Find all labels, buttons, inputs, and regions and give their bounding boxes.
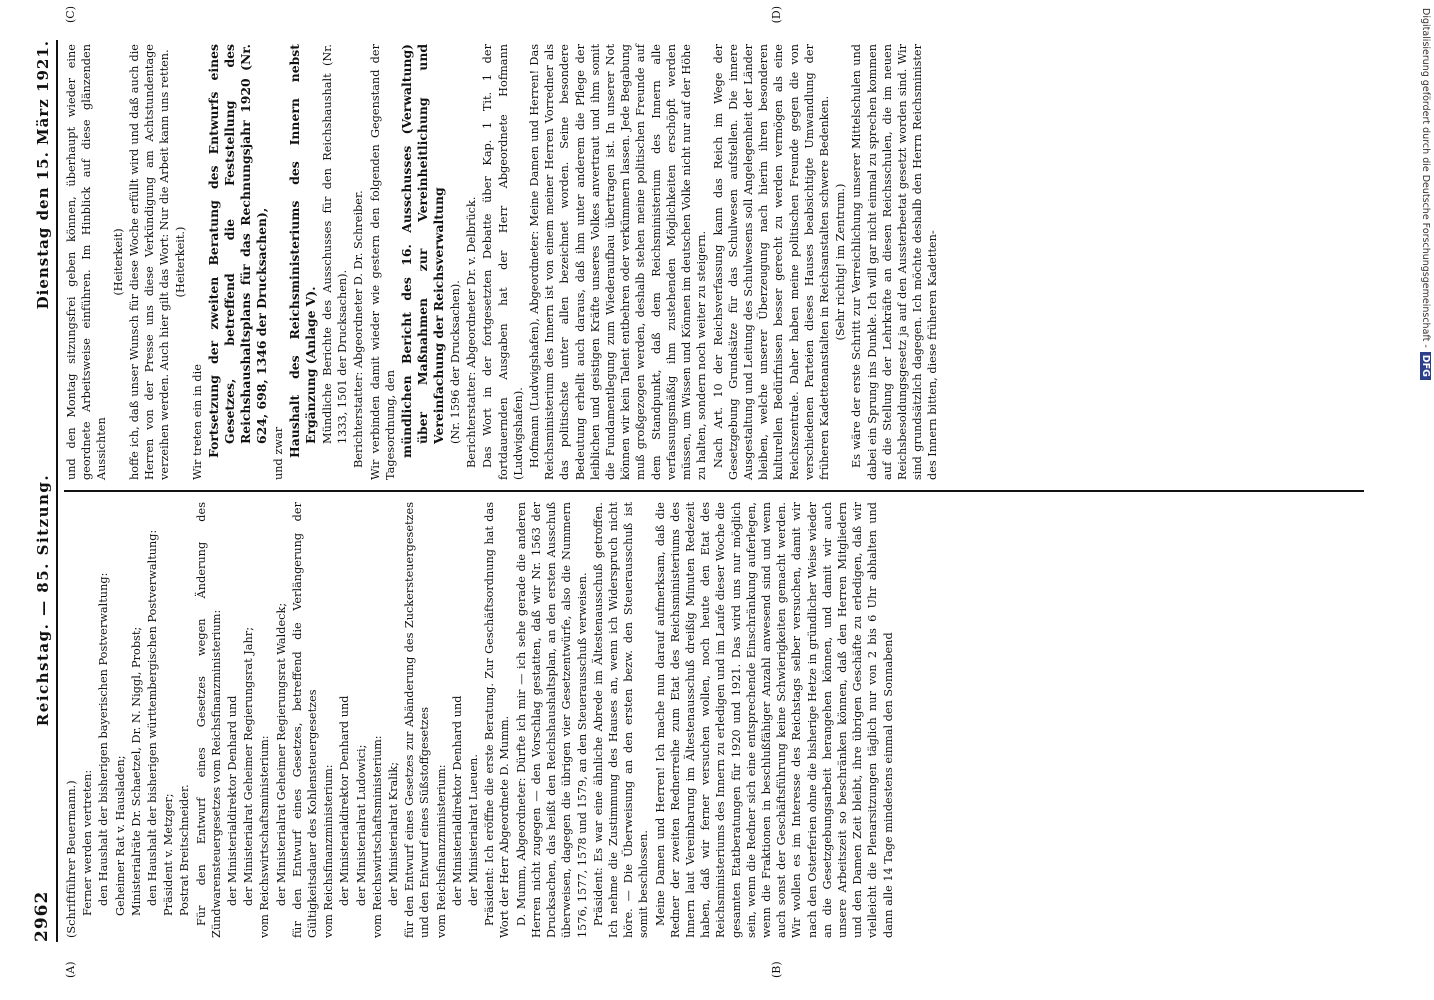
paragraph: (Schriftführer Beuermann.) <box>65 780 78 938</box>
paragraph: Präsident v. Metzger; <box>162 793 176 916</box>
paragraph: (Heiterkeit) <box>111 228 125 296</box>
digitization-credit <box>1418 0 1432 1000</box>
paragraph: (Heiterkeit.) <box>174 226 188 298</box>
paragraph: hoffe ich, daß unser Wunsch für diese Woche erfüllt wird und daß auch die Herren von der Presse uns diese Verkündigung am Achtstundentage verzeihen werden. Auch hier gilt das Wort: Nur die Arbeit kann uns retten. <box>127 44 172 480</box>
paragraph: der Ministerialrat Ludowici; <box>354 744 368 906</box>
paragraph: den Haushalt der bisherigen württembergischen Postverwaltung: <box>146 529 160 906</box>
paragraph: Für den Entwurf eines Gesetzes wegen Änderung des Zündwarensteuergesetzes vom Reichsfinanzministerium: <box>194 502 223 938</box>
paragraph: Berichterstatter: Abgeordneter D. Dr. Schreiber. <box>352 190 366 468</box>
paragraph: Präsident: Es war eine ähnliche Abrede im Ältestenausschuß getroffen. Ich nehme die Zustimmung des Hauses an, wenn ich Widerspruch nicht höre. — Die Überweisung an den ersten bezw. den Steuerausschuß ist somit beschlossen. <box>591 502 651 938</box>
paragraph: (Nr. 1596 der Drucksachen). <box>449 280 463 444</box>
paragraph: Berichterstatter: Abgeordneter Dr. v. Delbrück. <box>465 196 479 468</box>
paragraph: Nach Art. 10 der Reichsverfassung kann das Reich im Wege der Gesetzgebung Grundsätze für das Schulwesen aufstellen. Die innere Ausgestaltung und Leitung des Schulwesens soll Angelegenheit der Länder bleiben, welche unserer Überzeugung nach hierin ihren besonderen kulturellen Bedürfnissen besser gerecht zu werden vermögen als eine Reichszentrale. Daher haben meine politischen Freunde gegen die von verschiedenen Parteien dieses Hauses beabsichtigte Umwandlung der früheren Kadettenanstalten in Reichsanstalten schwere Bedenken. <box>711 44 831 480</box>
paragraph: Wir treten ein in die <box>190 364 204 480</box>
paragraph: Ministerialräte Dr. Schaetzel, Dr. N. Niggl, Probst; <box>129 626 143 916</box>
paragraph: und zwar <box>271 426 285 480</box>
page-number: 2962 <box>32 890 52 942</box>
paragraph: den Haushalt der bisherigen bayerischen Postverwaltung: <box>97 572 111 906</box>
paragraph: Meine Damen und Herren! Ich mache nun darauf aufmerksam, daß die Redner der zweiten Rednerreihe zum Etat des Reichsministeriums des Innern laut Vereinbarung im Ältestenausschuß dreißig Minuten Redezeit haben, daß wir ferner versuchen wollen, noch heute den Etat des Reichsministeriums des Innern zu erledigen und im Laufe dieser Woche die gesamten Etatberatungen für 1920 und 1921. Das wird uns nur möglich sein, wenn die Redner sich eine entsprechende Einschränkung auferlegen, wenn die Fraktionen in beschlußfähiger Anzahl anwesend sind und wenn auch sonst der Geschäftsführung keine Schwierigkeiten gemacht werden. Wir wollen es im Interesse des Reichstags selber versuchen, damit wir nach den Osterferien ohne die bisherige Hetze in gründlicher Weise wieder an die Gesetzgebungsarbeit herangehen können, und damit wir auch unsere Arbeitszeit so beschränken können, daß den Herren Mitgliedern und den Damen Zeit bleibt, ihre übrigen Geschäfte zu erledigen, daß wir vielleicht die Plenarsitzungen täglich nur von 2 bis 6 Uhr abhalten und dann alle 14 Tage mindestens einmal den Sonnabend <box>653 502 895 938</box>
paragraph: Haushalt des Reichsministeriums des Innern nebst Ergänzung (Anlage V). <box>287 44 319 458</box>
paragraph: Geheimer Rat v. Hausladen; <box>113 755 127 916</box>
paragraph: mündlichen Bericht des 16. Ausschusses (Verwaltung) über Maßnahmen zur Vereinheitlichung und Vereinfachung der Reichsverwaltung <box>399 44 447 458</box>
margin-mark-c: (C) <box>64 6 77 23</box>
text-columns <box>64 40 1364 942</box>
paragraph: Postrat Breitschneider. <box>178 784 192 916</box>
paragraph: vom Reichswirtschaftsministerium: <box>258 735 272 938</box>
paragraph: für den Entwurf eines Gesetzes zur Abänderung des Zuckersteuergesetzes und den Entwurf eines Süßstoffgesetzes <box>403 502 432 938</box>
paragraph: Präsident: Ich eröffne die erste Beratung. Zur Geschäftsordnung hat das Wort der Herr Abgeordnete D. Mumm. <box>483 502 512 938</box>
paragraph: Mündliche Berichte des Ausschusses für den Reichshaushalt (Nr. 1333, 1501 der Drucksachen). <box>321 44 350 444</box>
paragraph: der Ministerialdirektor Denhard und <box>226 695 240 906</box>
right-column <box>64 40 1364 490</box>
page-title: Reichstag. — 85. Sitzung. <box>34 473 52 727</box>
margin-mark-d: (D) <box>770 6 783 24</box>
paragraph: Das Wort in der fortgesetzten Debatte über Kap. 1 Tit. 1 der fortdauernden Ausgaben hat der Herr Abgeordnete Hofmann (Ludwigshafen). <box>481 44 525 480</box>
paragraph: der Ministerialrat Geheimer Regierungsrat Waldeck; <box>274 602 288 906</box>
paragraph: (Sehr richtig! im Zentrum.) <box>834 183 848 341</box>
paragraph: vom Reichsfinanzministerium: <box>434 764 448 938</box>
paragraph: vom Reichsfinanzministerium: <box>322 764 336 938</box>
paragraph: Ferner werden vertreten: <box>81 769 95 916</box>
paragraph: D. Mumm, Abgeordneter: Dürfte ich mir — ich sehe gerade die anderen Herren nicht zugegen — den Vorschlag gestatten, daß wir Nr. 1563 der Drucksachen, das heißt den Reichshaushaltsplan, an den ersten Ausschuß überweisen, dagegen die übrigen vier Gesetzentwürfe, also die Nummern 1576, 1577, 1578 und 1579, an den Steuerausschuß verweisen. <box>514 502 589 938</box>
left-column <box>64 490 1364 942</box>
paragraph: Es wäre der erste Schritt zur Verreichlichung unserer Mittelschulen und dabei ein Sprung ins Dunkle. Ich will gar nicht einmal zu sprechen kommen auf die Stellung der Lehrkräfte an diesen Reichsschulen, die im neuen Reichsbesoldungsgesetz ja auf den Aussterbeetat gesetzt worden sind. Wir sind grundsätzlich dagegen. Ich möchte deshalb den Herrn Reichsminister des Innern bitten, diese früheren Kadetten- <box>850 44 940 480</box>
paragraph: der Ministerialdirektor Denhard und <box>450 695 464 906</box>
dfg-logo: DFG <box>1420 352 1431 380</box>
paragraph: Wir verbinden damit wieder wie gestern den folgenden Gegenstand der Tagesordnung, den <box>368 44 397 480</box>
session-date: Dienstag den 15. März 1921. <box>34 40 52 310</box>
paragraph: vom Reichswirtschaftsministerium: <box>370 735 384 938</box>
paragraph: der Ministerialrat Geheimer Regierungsrat Jahr; <box>242 626 256 906</box>
paragraph: Fortsetzung der zweiten Beratung des Entwurfs eines Gesetzes, betreffend die Feststellung des Reichshaushaltsplans für das Rechnungsjahr 1920 (Nr. 624, 698, 1346 der Drucksachen), <box>205 44 269 458</box>
page-header <box>18 40 58 942</box>
credit-text: Digitalisierung gefördert durch die Deutsche Forschungsgemeinschaft - <box>1420 8 1431 348</box>
paragraph: Hofmann (Ludwigshafen), Abgeordneter: Meine Damen und Herren! Das Reichsministerium des Innern ist von einem meiner Herren Vorredner als das politischste unter allen bezeichnet worden. Seine besondere Bedeutung erhellt auch daraus, daß ihm unter anderem die Pflege der leiblichen und geistigen Kräfte unseres Volkes anvertraut und ihm somit die Fundamentlegung zum Wiederaufbau übertragen ist. In unserer Not können wir kein Talent entbehren oder verkümmern lassen. Jede Begabung muß großgezogen werden, deshalb stehen meine politischen Freunde auf dem Standpunkt, daß dem Reichsministerium des Innern alle verfassungsmäßig ihm zustehenden Möglichkeiten erschöpft werden müssen, um Wissen und Können im deutschen Volke nicht nur auf der Höhe zu halten, sondern noch weiter zu steigern. <box>528 44 709 480</box>
paragraph: der Ministerialdirektor Denhard und <box>338 695 352 906</box>
margin-mark-a: (A) <box>64 961 77 978</box>
paragraph: der Ministerialrat Kralik; <box>387 761 401 906</box>
paragraph: für den Entwurf eines Gesetzes, betreffend die Verlängerung der Gültigkeitsdauer des Kohlensteuergesetzes <box>290 502 320 938</box>
paragraph: der Ministerialrat Lueuen. <box>467 754 481 906</box>
margin-mark-b: (B) <box>770 961 783 978</box>
paragraph: und den Montag sitzungsfrei geben können, überhaupt wieder eine geordnete Arbeitsweise einführen. Im Hinblick auf diese glänzenden Aussichten <box>65 44 109 480</box>
